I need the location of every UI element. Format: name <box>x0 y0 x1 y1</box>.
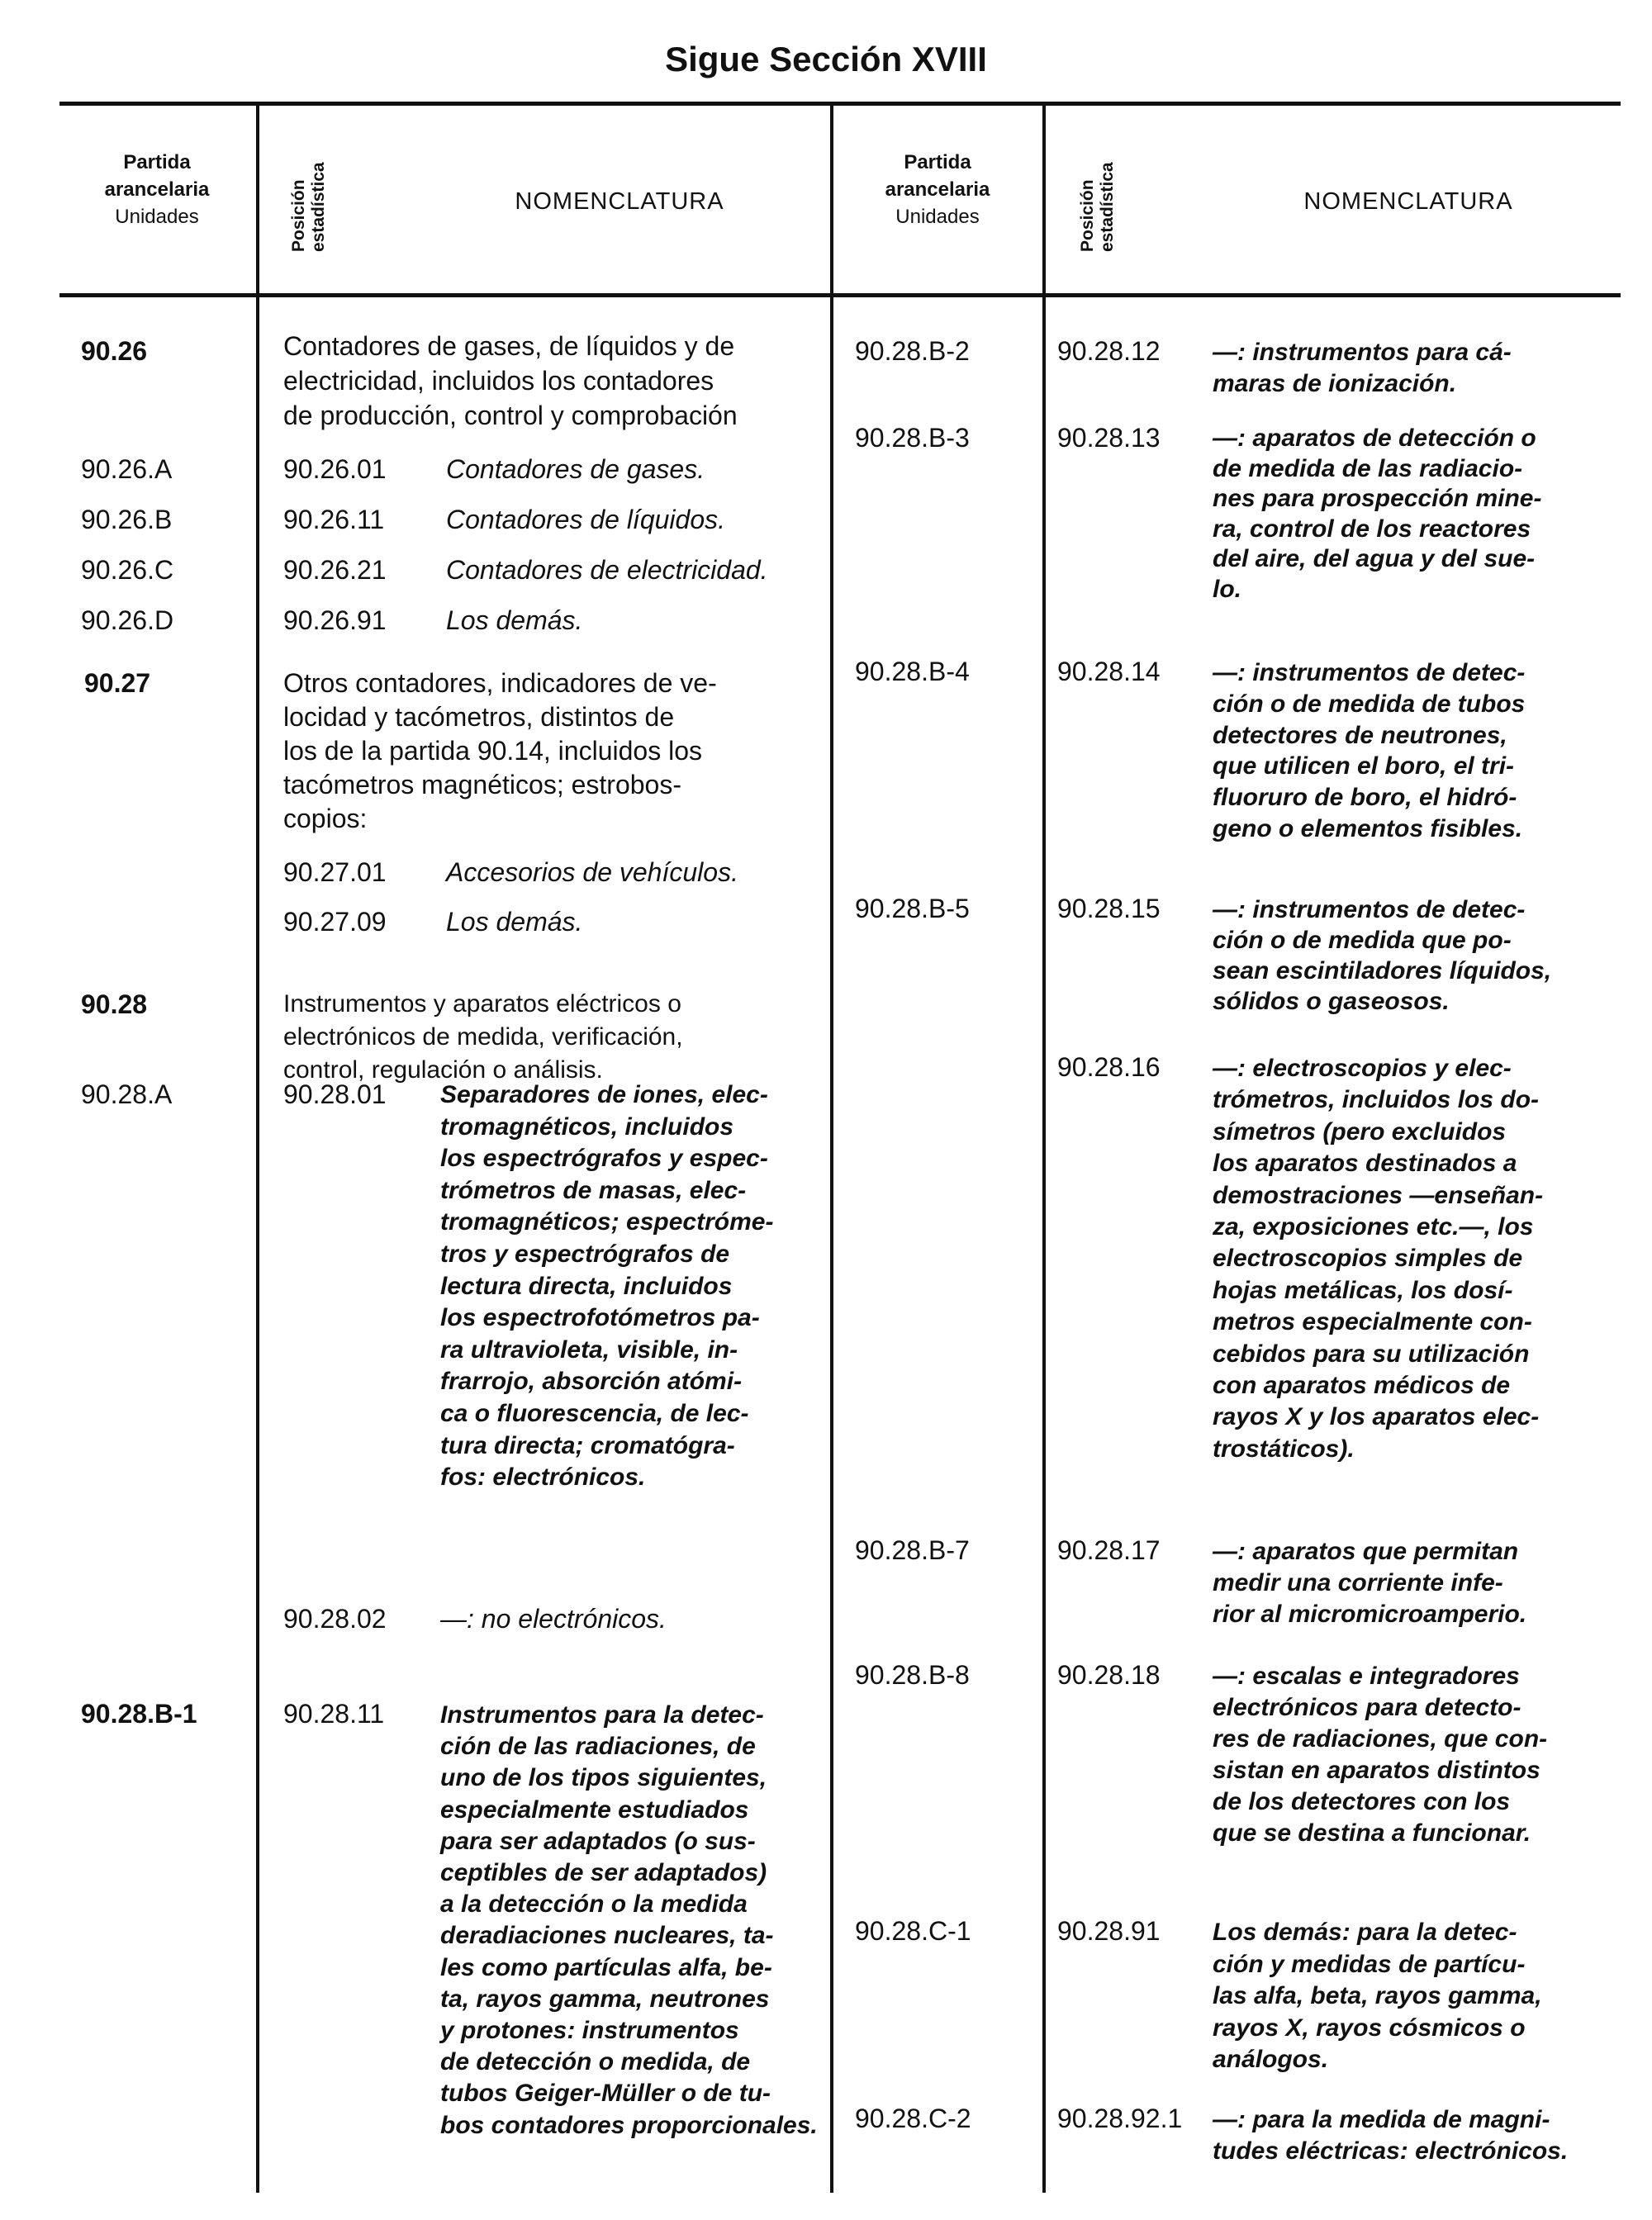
header-posicion: Posición estadística <box>1078 162 1117 252</box>
item-description: —: instrumentos para cá- maras de ionización. <box>1213 339 1512 397</box>
item-description: Separadores de iones, elec- tromagnéticos, incluidos los espectrógrafos y espec- trómetros de masas, elec- tromagnéticos; espectróme- tros y espectrógrafos de lectura directa, incluidos los espectrofotómetros pa- ra ultravioleta, visible, in- frarrojo, absorción atómi- ca o fluorescencia, de lec- tura directa; cromatógra- fos: electrónicos. <box>440 1081 774 1492</box>
posicion-code: 90.26.91 <box>283 605 387 635</box>
page-title: Sigue Sección XVIII <box>665 40 987 78</box>
item-description: Los demás: para la detec- ción y medidas de partícu- las alfa, beta, rayos gamma, rayos X, rayos cósmicos o análogos. <box>1213 1919 1542 2073</box>
heading-text: Instrumentos y aparatos eléctricos o electrónicos de medida, verificación, control, regulación o análisis. <box>283 990 683 1084</box>
partida-code: 90.28.A <box>81 1079 173 1109</box>
posicion-code: 90.28.12 <box>1057 336 1161 366</box>
column-divider <box>256 103 259 2193</box>
item-description: —: aparatos de detección o de medida de las radiacio- nes para prospección mine- ra, control de los reactores del aire, del agua y del sue- lo. <box>1213 425 1542 603</box>
header-partida: Partida arancelaria Unidades <box>885 151 990 228</box>
header-partida: Partida arancelaria Unidades <box>104 151 210 228</box>
posicion-code: 90.28.02 <box>283 1604 387 1634</box>
posicion-code: 90.28.91 <box>1057 1916 1161 1946</box>
posicion-code: 90.27.09 <box>283 907 387 937</box>
item-description: —: instrumentos de detec- ción o de medida que po- sean escintiladores líquidos, sólidos o gaseosos. <box>1213 896 1552 1015</box>
header-posicion: Posición estadística <box>289 162 328 252</box>
partida-code: 90.27 <box>84 668 151 698</box>
partida-code: 90.28.B-5 <box>855 894 970 923</box>
posicion-code: 90.26.11 <box>283 505 385 534</box>
partida-code: 90.28.C-2 <box>855 2104 971 2133</box>
table-top-rule <box>59 102 1621 106</box>
partida-code: 90.26 <box>81 336 148 366</box>
posicion-code: 90.28.14 <box>1057 657 1161 686</box>
partida-code: 90.28.C-1 <box>855 1916 971 1946</box>
partida-code: 90.28.B-2 <box>855 336 970 366</box>
item-description: —: aparatos que permitan medir una corriente infe- rior al micromicroamperio. <box>1213 1538 1527 1628</box>
partida-code: 90.26.A <box>81 454 173 484</box>
posicion-code: 90.28.13 <box>1057 423 1161 453</box>
item-description: Accesorios de vehículos. <box>446 857 738 887</box>
item-description: —: no electrónicos. <box>440 1604 667 1634</box>
item-description: —: escalas e integradores electrónicos para detecto- res de radiaciones, que con- sistan en aparatos distintos de los detectores con los que se destina a funcionar. <box>1213 1663 1548 1847</box>
item-description: —: electroscopios y elec- trómetros, incluidos los do- símetros (pero excluidos los aparatos destinados a demostraciones —enseñan- za, exposiciones etc.—, los electroscopios simples de hojas metálicas, los dosí- metros especialmente con- cebidos para su utilización con aparatos médicos de rayos X y los aparatos elec- trostáticos). <box>1213 1055 1544 1463</box>
posicion-code: 90.28.16 <box>1057 1052 1161 1082</box>
posicion-code: 90.26.01 <box>283 454 387 484</box>
item-description: Contadores de líquidos. <box>446 505 725 534</box>
heading-text: Otros contadores, indicadores de ve- locidad y tacómetros, distintos de los de la partida 90.14, incluidos los tacómetros magnéticos; estrobos- copios: <box>283 668 717 833</box>
posicion-code: 90.27.01 <box>283 857 387 887</box>
partida-code: 90.28.B-7 <box>855 1535 970 1565</box>
posicion-code: 90.28.15 <box>1057 894 1161 923</box>
partida-code: 90.28.B-3 <box>855 423 970 453</box>
item-description: —: instrumentos de detec- ción o de medida de tubos detectores de neutrones, que utilicen el boro, el tri- fluoruro de boro, el hidró- geno o elementos fisibles. <box>1213 659 1526 842</box>
column-divider <box>1042 103 1046 2193</box>
header-nomenclatura: NOMENCLATURA <box>1303 188 1513 215</box>
posicion-code: 90.28.18 <box>1057 1660 1161 1690</box>
item-description: Contadores de gases. <box>446 454 705 484</box>
item-description: —: para la medida de magni- tudes eléctricas: electrónicos. <box>1213 2106 1569 2165</box>
partida-code: 90.28 <box>81 989 148 1019</box>
item-description: Contadores de electricidad. <box>446 555 768 585</box>
partida-code: 90.26.C <box>81 555 174 585</box>
heading-text: Contadores de gases, de líquidos y de electricidad, incluidos los contadores de producción, control y comprobación <box>283 331 738 430</box>
partida-code: 90.26.D <box>81 605 174 635</box>
item-description: Los demás. <box>446 605 583 635</box>
posicion-code: 90.28.92.1 <box>1057 2104 1183 2133</box>
posicion-code: 90.26.21 <box>283 555 387 585</box>
partida-code: 90.28.B-4 <box>855 657 970 686</box>
column-divider <box>830 103 833 2193</box>
posicion-code: 90.28.17 <box>1057 1535 1161 1565</box>
partida-code: 90.28.B-1 <box>81 1699 197 1729</box>
item-description: Instrumentos para la detec- ción de las radiaciones, de uno de los tipos siguientes, especialmente estudiados para ser adaptados (o sus- ceptibles de ser adaptados) a la detección o la medida deradiaciones nucleares, ta- les como partículas alfa, be- ta, rayos gamma, neutrones y protones: instrumentos de detección o medida, de tubos Geiger-Müller o de tu- bos contadores proporcionales. <box>440 1701 818 2139</box>
header-bottom-rule <box>59 293 1621 297</box>
posicion-code: 90.28.01 <box>283 1079 387 1109</box>
posicion-code: 90.28.11 <box>283 1699 385 1729</box>
header-nomenclatura: NOMENCLATURA <box>515 188 724 215</box>
partida-code: 90.26.B <box>81 505 173 534</box>
item-description: Los demás. <box>446 907 583 937</box>
partida-code: 90.28.B-8 <box>855 1660 970 1690</box>
